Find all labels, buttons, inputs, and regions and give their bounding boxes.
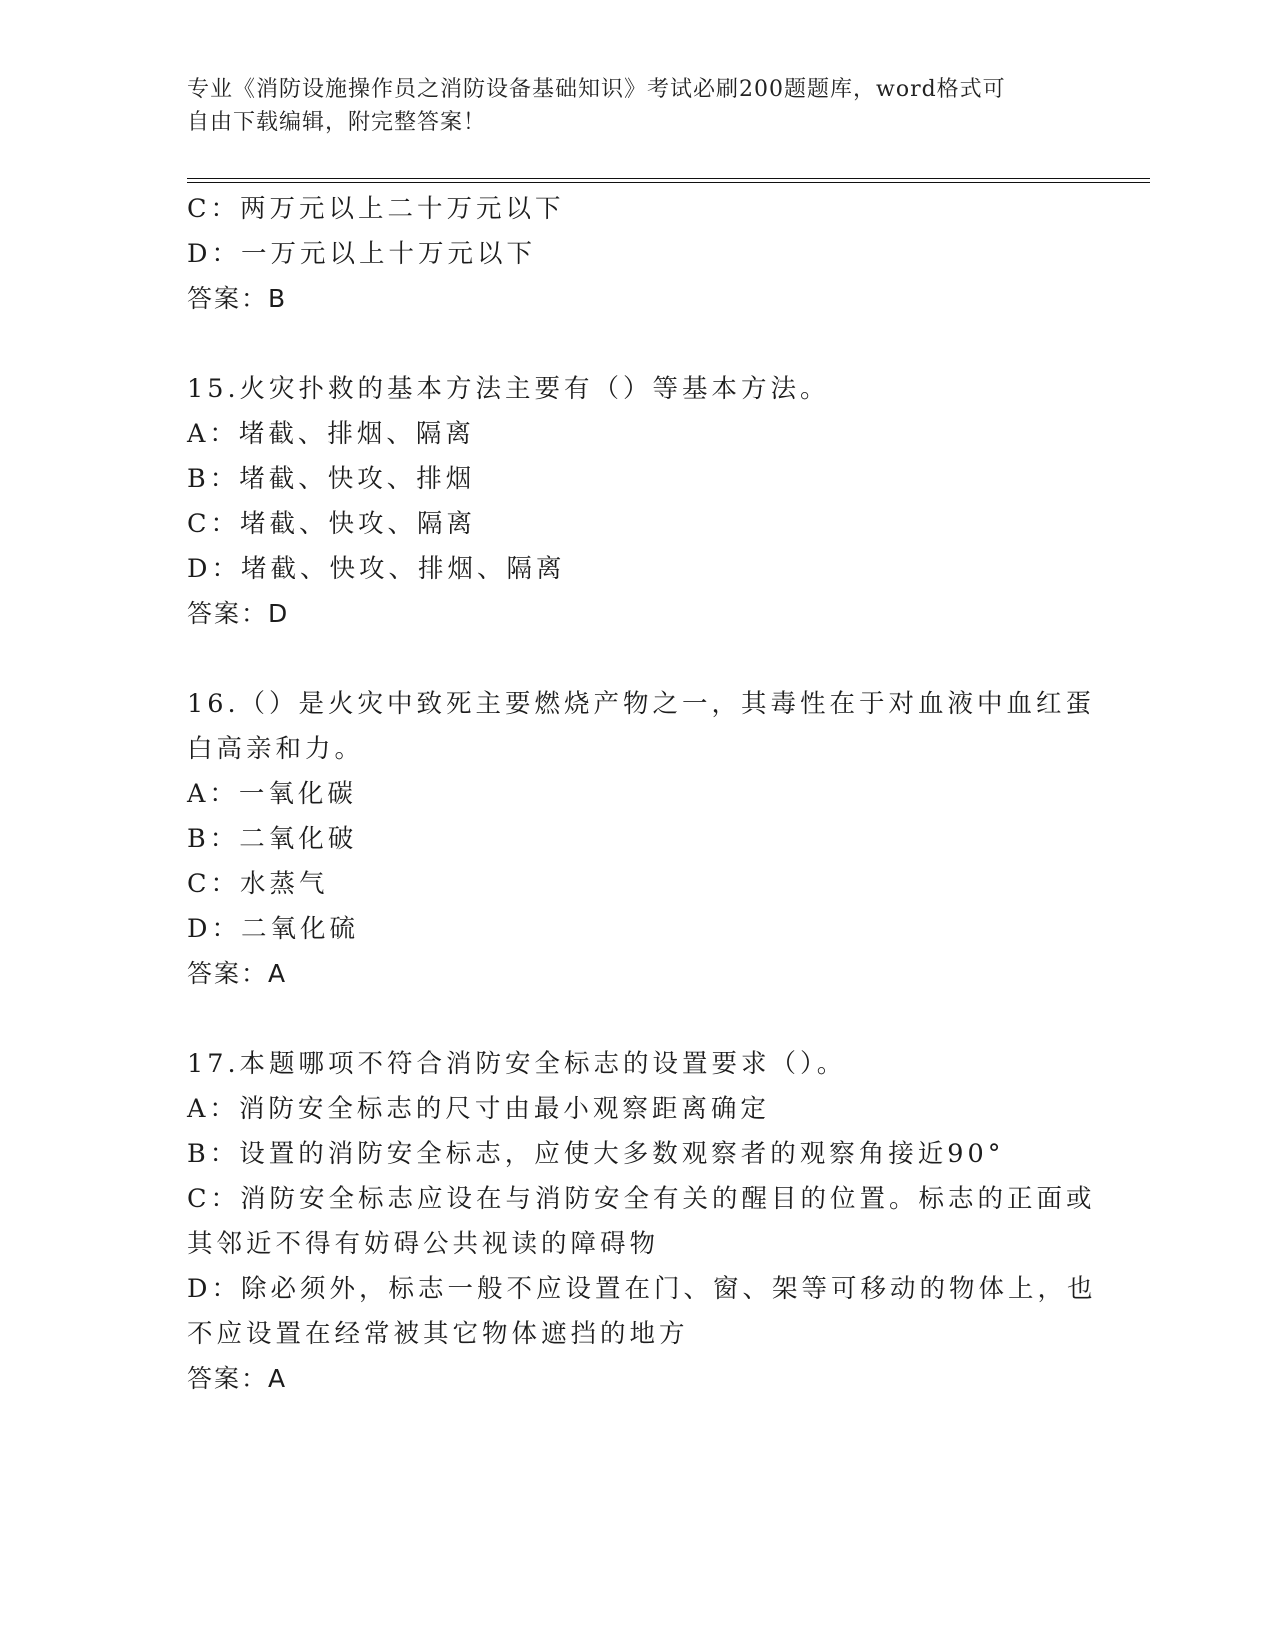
header-divider bbox=[187, 178, 1150, 183]
q15-answer: 答案：D bbox=[187, 599, 290, 628]
q15-option-a: A：堵截、排烟、隔离 bbox=[187, 419, 475, 449]
q17-answer: 答案：A bbox=[187, 1364, 288, 1393]
q15-option-b: B：堵截、快攻、排烟 bbox=[187, 464, 476, 494]
header-line-1: 专业《消防设施操作员之消防设备基础知识》考试必刷200题题库，word格式可 bbox=[187, 77, 1006, 102]
document-header bbox=[187, 73, 1087, 139]
q17-stem: 17.本题哪项不符合消防安全标志的设置要求（）。 bbox=[187, 1049, 847, 1079]
q16-option-b: B：二氧化破 bbox=[187, 824, 358, 854]
q16-option-a: A：一氧化碳 bbox=[187, 779, 357, 809]
q17-option-d-line-1: D：除必须外，标志一般不应设置在门、窗、架等可移动的物体上，也 bbox=[187, 1274, 1097, 1304]
header-line-2: 自由下载编辑，附完整答案！ bbox=[187, 110, 487, 135]
prev-answer: 答案：B bbox=[187, 284, 288, 313]
q16-option-c: C：水蒸气 bbox=[187, 869, 329, 899]
q17-option-b: B：设置的消防安全标志，应使大多数观察者的观察角接近90° bbox=[187, 1139, 1005, 1169]
prev-option-d: D：一万元以上十万元以下 bbox=[187, 239, 536, 269]
q17-option-d-line-2: 不应设置在经常被其它物体遮挡的地方 bbox=[187, 1319, 689, 1349]
q15-option-c: C：堵截、快攻、隔离 bbox=[187, 509, 477, 539]
q17-option-c-line-2: 其邻近不得有妨碍公共视读的障碍物 bbox=[187, 1229, 660, 1259]
q17-option-c-line-1: C：消防安全标志应设在与消防安全有关的醒目的位置。标志的正面或 bbox=[187, 1184, 1096, 1214]
q16-stem-line-2: 白高亲和力。 bbox=[187, 734, 365, 764]
prev-option-c: C：两万元以上二十万元以下 bbox=[187, 194, 565, 224]
q16-option-d: D：二氧化硫 bbox=[187, 914, 359, 944]
q16-stem-line-1: 16.（）是火灾中致死主要燃烧产物之一，其毒性在于对血液中血红蛋 bbox=[187, 689, 1096, 719]
q15-stem: 15.火灾扑救的基本方法主要有（）等基本方法。 bbox=[187, 374, 830, 404]
q16-answer: 答案：A bbox=[187, 959, 288, 988]
q15-option-d: D：堵截、快攻、排烟、隔离 bbox=[187, 554, 566, 584]
q17-option-a: A：消防安全标志的尺寸由最小观察距离确定 bbox=[187, 1094, 770, 1124]
